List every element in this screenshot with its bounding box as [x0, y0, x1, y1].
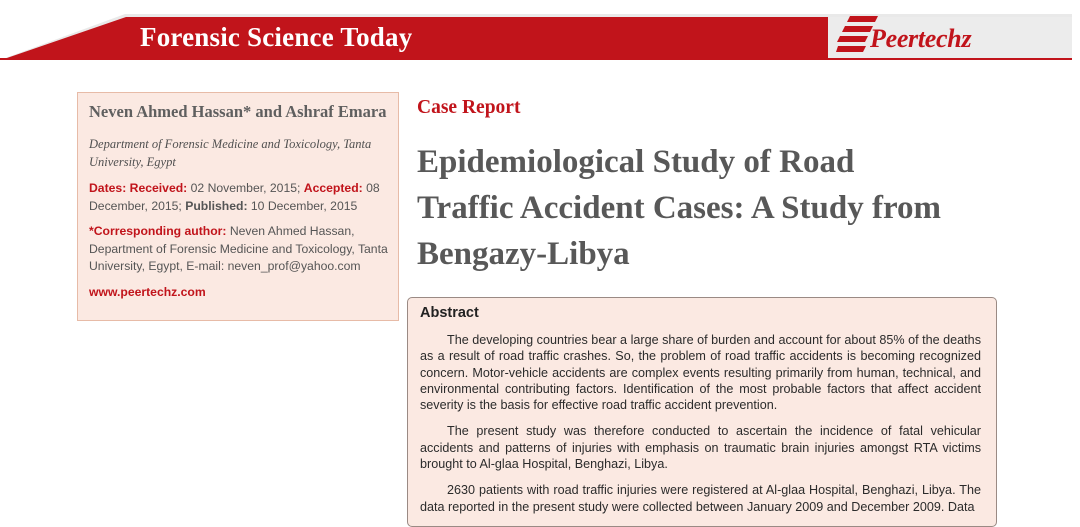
abstract-paragraph: The present study was therefore conducted to ascertain the incidence of fatal vehicular accidents and patterns of injuries with emphasis on traumatic brain injuries amongst RTA victims brought to Al-glaa Hospital, Benghazi, Libya.	[420, 424, 981, 472]
title-line: Epidemiological Study of Road	[417, 144, 855, 180]
accepted-date: 08 December, 2015;	[89, 181, 380, 213]
corresponding-author	[89, 223, 388, 276]
journal-header-band	[0, 14, 1072, 60]
title-line: Bengazy-Libya	[417, 236, 630, 272]
abstract-paragraph: The developing countries bear a large share of burden and account for about 85% of the deaths as a result of road traffic crashes. So, the problem of road traffic accidents is becoming recognized concern. Motor-vehicle accidents are complex events resulting primarily from human, technical, and environmental contributing factors. Identification of the most probable factors that affect accident severity is the basis for effective road traffic accident prevention.	[420, 333, 981, 413]
abstract-paragraph: 2630 patients with road traffic injuries were registered at Al-glaa Hospital, Benghazi, Libya. The data reported in the present study were collected between January 2009 and December 2009. Data	[420, 483, 981, 514]
abstract-box	[407, 297, 997, 527]
journal-title: Forensic Science Today	[140, 22, 413, 52]
corresponding-label: *Corresponding author:	[89, 224, 227, 238]
author-info-box	[77, 92, 399, 321]
accepted-label: Accepted:	[303, 181, 363, 195]
published-label: Published:	[185, 198, 248, 213]
author-names: Neven Ahmed Hassan* and Ashraf Emara	[89, 102, 387, 121]
abstract-heading: Abstract	[420, 305, 479, 321]
dates-label: Dates:	[89, 181, 127, 195]
peertechz-logo[interactable]	[836, 13, 1006, 57]
published-date: 10 December, 2015	[250, 198, 358, 213]
title-line: Traffic Accident Cases: A Study from	[417, 190, 941, 226]
received-label: Received:	[129, 181, 188, 195]
article-title	[417, 139, 1017, 277]
article-type: Case Report	[417, 97, 521, 118]
received-date: 02 November, 2015;	[190, 181, 301, 195]
publication-dates	[89, 180, 388, 215]
corresponding-details: Neven Ahmed Hassan, Department of Forensic Medicine and Toxicology, Tanta University, Egypt, E-mail: neven_prof@yahoo.com	[89, 224, 388, 273]
peertechz-logo-text: Peertechz	[870, 24, 972, 53]
author-affiliation: Department of Forensic Medicine and Toxicology, Tanta University, Egypt	[89, 137, 372, 169]
website-link[interactable]: www.peertechz.com	[89, 284, 206, 299]
